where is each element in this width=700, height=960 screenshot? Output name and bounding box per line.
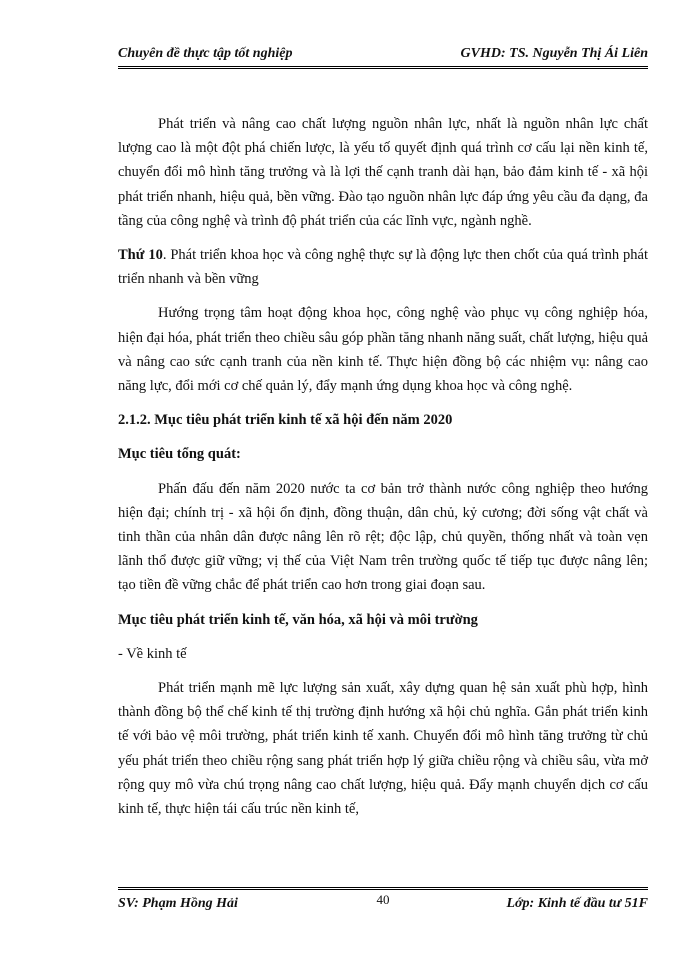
footer-student: SV: Phạm Hồng Hải bbox=[118, 896, 238, 911]
header-report-title: Chuyên đề thực tập tốt nghiệp bbox=[118, 46, 293, 61]
section-heading: 2.1.2. Mục tiêu phát triển kinh tế xã hội đến năm 2020 bbox=[118, 412, 453, 429]
paragraph-economy: Phát triển mạnh mẽ lực lượng sản xuất, xây dựng quan hệ sản xuất phù hợp, hình thành đồng bộ thể chế kinh tế thị trường định hướng xã hội chủ nghĩa. Gắn phát triển kinh tế với bảo vệ môi trường, phát triển kinh tế xanh. Chuyển đổi mô hình tăng trưởng từ chủ yếu phát triển theo chiều rộng sang phát triển hợp lý giữa chiều rộng và chiều sâu, vừa mở rộng quy mô vừa chú trọng nâng cao chất lượng, hiệu quả. Đẩy mạnh chuyển dịch cơ cấu kinh tế, thực hiện tái cấu trúc nền kinh tế, bbox=[118, 680, 648, 818]
item-10-text: . Phát triển khoa học và công nghệ thực sự là động lực then chốt của quá trình phát triển nhanh và bền vững bbox=[118, 247, 649, 288]
paragraph-general-goals: Phấn đấu đến năm 2020 nước ta cơ bản trở thành nước công nghiệp theo hướng hiện đại; chính trị - xã hội ổn định, đồng thuận, dân chủ, kỷ cương; đời sống vật chất và tinh thần của nhân dân được nâng lên rõ rệt; độc lập, chủ quyền, thống nhất và toàn vẹn lãnh thổ được giữ vững; vị thế của Việt Nam trên trường quốc tế tiếp tục được nâng lên; tạo tiền đề vững chắc để phát triển cao hơn trong giai đoạn sau. bbox=[118, 480, 648, 594]
sub-heading-development-goals: Mục tiêu phát triển kinh tế, văn hóa, xã hội và môi trường bbox=[118, 611, 478, 628]
item-10 bbox=[118, 243, 648, 291]
sub-heading-general-goals: Mục tiêu tổng quát: bbox=[118, 446, 241, 463]
header-supervisor: GVHD: TS. Nguyễn Thị Ái Liên bbox=[460, 46, 648, 61]
footer-class: Lớp: Kinh tế đầu tư 51F bbox=[506, 896, 648, 911]
page-header bbox=[118, 44, 648, 69]
page-content bbox=[118, 112, 648, 821]
page-number: 40 bbox=[376, 892, 390, 907]
bullet-economy: - Về kinh tế bbox=[118, 645, 187, 662]
item-10-label: Thứ 10 bbox=[118, 247, 163, 264]
paragraph-science-technology: Hướng trọng tâm hoạt động khoa học, công nghệ vào phục vụ công nghiệp hóa, hiện đại hóa, phát triển theo chiều sâu góp phần tăng nhanh năng suất, chất lượng, hiệu quả và nâng cao sức cạnh tranh của nền kinh tế. Thực hiện đồng bộ các nhiệm vụ: nâng cao năng lực, đổi mới cơ chế quản lý, đẩy mạnh ứng dụng khoa học và công nghệ. bbox=[118, 305, 648, 395]
page-footer bbox=[118, 887, 648, 920]
paragraph-human-resources: Phát triển và nâng cao chất lượng nguồn nhân lực, nhất là nguồn nhân lực chất lượng cao là một đột phá chiến lược, là yếu tố quyết định quá trình cơ cấu lại nền kinh tế, chuyển đổi mô hình tăng trưởng và là lợi thế cạnh tranh dài hạn, bảo đảm kinh tế - xã hội phát triển nhanh, hiệu quả, bền vững. Đào tạo nguồn nhân lực đáp ứng yêu cầu đa dạng, đa tầng của công nghệ và trình độ phát triển của các lĩnh vực, ngành nghề. bbox=[118, 116, 648, 229]
